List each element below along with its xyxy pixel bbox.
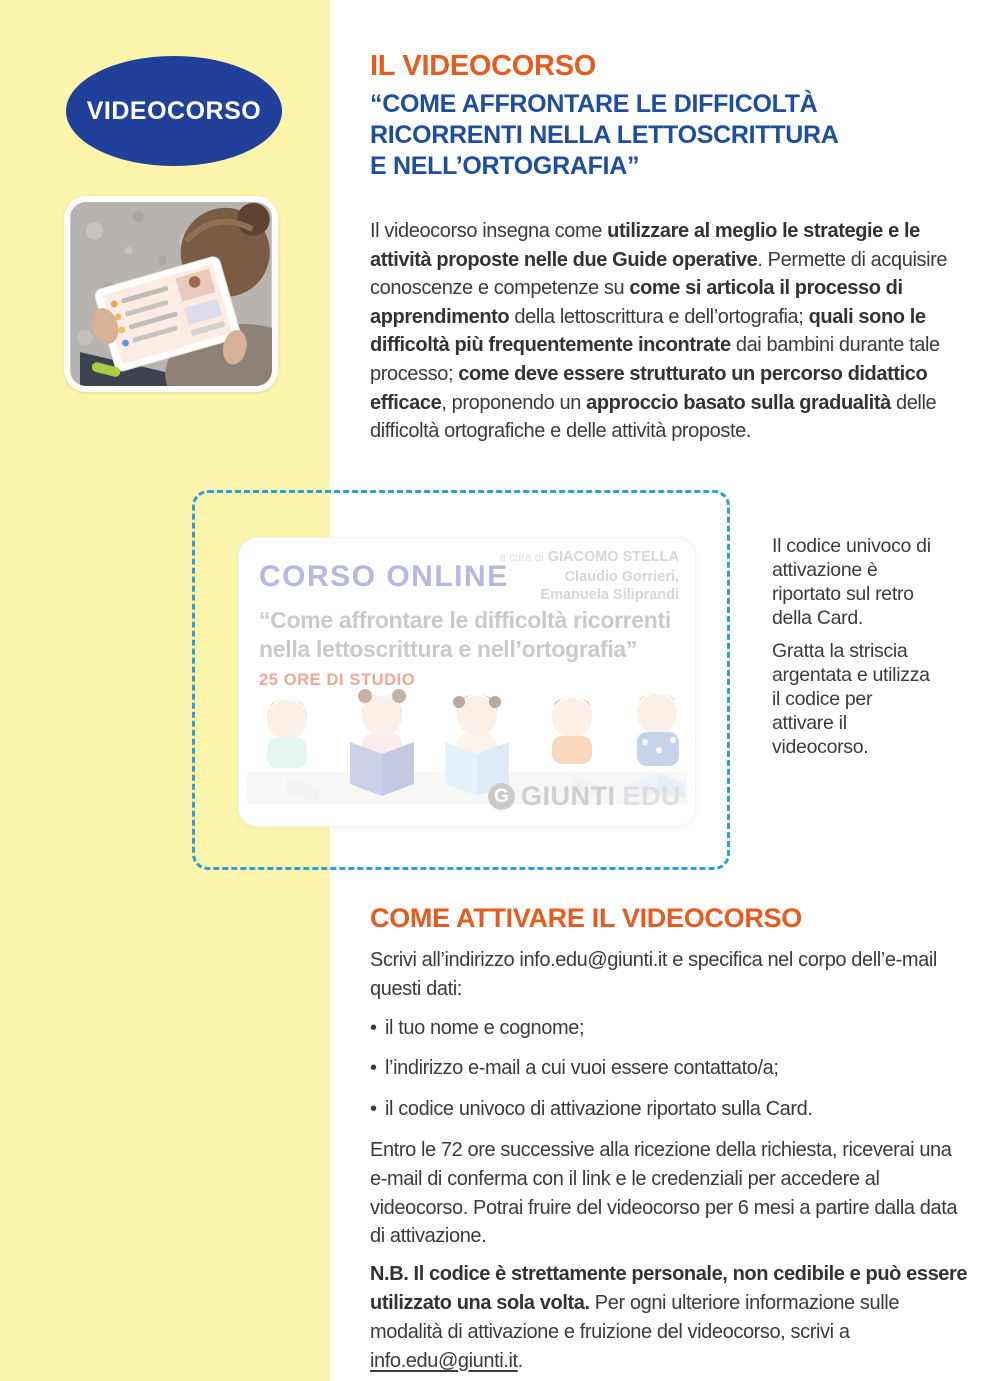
card-title: CORSO ONLINE <box>259 560 509 593</box>
videocorso-badge-label: VIDEOCORSO <box>86 96 262 125</box>
note-paragraph-1: Il codice univoco di attivazione è riportato sul retro della Card. <box>772 535 931 629</box>
card-dashed-outline <box>192 490 730 870</box>
activation-code-note <box>772 534 934 759</box>
tablet-photo-frame <box>64 196 278 392</box>
course-card <box>239 538 695 826</box>
title-block <box>370 50 980 182</box>
giunti-edu-logo <box>488 781 681 812</box>
logo-suffix: EDU <box>622 781 681 811</box>
email-link[interactable]: info.edu@giunti.it <box>370 1349 518 1372</box>
subtitle-line-2: RICORRENTI NELLA LETTOSCRITTURA <box>370 121 839 149</box>
logo-text: GIUNTI <box>520 781 616 811</box>
logo-g-icon: G <box>488 783 515 810</box>
credits-line-2: Claudio Gorrieri, <box>564 568 679 585</box>
page-title: IL VIDEOCORSO <box>370 50 596 82</box>
card-credits <box>500 548 679 605</box>
card-quote: “Come affrontare le difficoltà ricorrenti nella lettoscrittura e nell’ortografia” <box>259 607 671 662</box>
credits-prefix: a cura di <box>499 552 544 564</box>
videocorso-badge <box>66 56 282 166</box>
nb-paragraph: N.B. Il codice è strettamente personale, non cedibile e può essere utilizzato una sola volta. Per ogni ulteriore informazione sulle modalità di attivazione e fruizione del videocorso, scrivi a info.edu@giunti.it. <box>370 1263 968 1372</box>
bullet-item-code: • il codice univoco di attivazione riportato sulla Card. <box>370 1095 982 1124</box>
tablet-photo <box>70 202 272 386</box>
page-subtitle <box>370 89 980 182</box>
subtitle-line-3: E NELL’ORTOGRAFIA” <box>370 152 640 180</box>
bullet-item-email: • l’indirizzo e-mail a cui vuoi essere contattato/a; <box>370 1054 982 1083</box>
bullet-item-name: • il tuo nome e cognome; <box>370 1014 982 1043</box>
credits-line-3: Emanuela Siliprandi <box>540 587 679 603</box>
activation-section <box>370 903 982 1375</box>
subtitle-line-1: “COME AFFRONTARE LE DIFFICOLTÀ <box>370 90 818 118</box>
intro-paragraph: Il videocorso insegna come utilizzare al meglio le strategie e le attività proposte nelle due Guide operative. Permette di acquisire conoscenze e competenze su come si articola il processo di apprendimento della lettoscrittura e dell’ortografia; quali sono le difficoltà più frequentemente incontrate dai bambini durante tale processo; come deve essere strutturato un percorso didattico efficace, proponendo un approccio basato sulla gradualità delle difficoltà ortografiche e delle attività proposte. <box>370 220 948 443</box>
card-hours: 25 ORE DI STUDIO <box>259 671 416 689</box>
activation-bullet-list <box>370 1014 982 1124</box>
credits-line-1 <box>500 548 679 568</box>
activation-details: Entro le 72 ore successive alla ricezione della richiesta, riceverai una e-mail di conferma con il link e le credenziali per accedere al videocorso. Potrai fruire del videocorso per 6 mesi a partire dalla data di attivazione. <box>370 1138 958 1248</box>
note-paragraph-2: Gratta la striscia argentata e utilizza il codice per attivare il videocorso. <box>772 640 930 758</box>
credits-author: GIACOMO STELLA <box>547 549 679 565</box>
activation-intro: Scrivi all’indirizzo info.edu@giunti.it e specifica nel corpo dell’e-mail questi dati: <box>370 949 937 1000</box>
activation-heading: COME ATTIVARE IL VIDEOCORSO <box>370 903 802 933</box>
